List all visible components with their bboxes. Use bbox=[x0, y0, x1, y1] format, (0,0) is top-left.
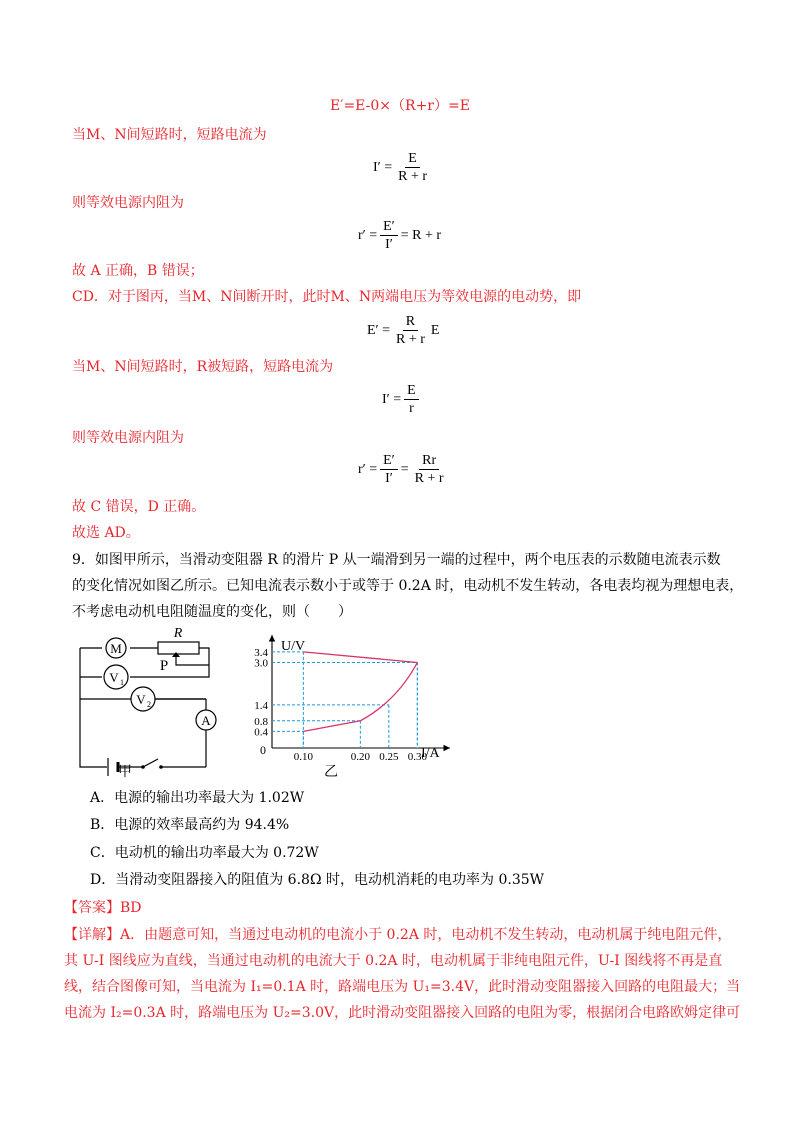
x-tick-label: 0.20 bbox=[350, 751, 370, 763]
u-i-graph bbox=[245, 630, 455, 775]
paragraph-6: 则等效电源内阻为 bbox=[72, 430, 184, 446]
circuit-diagram bbox=[72, 622, 242, 782]
svg-text:M: M bbox=[110, 641, 122, 656]
circuit-caption: 甲 bbox=[118, 764, 132, 780]
paragraph-1: 当M、N间短路时，短路电流为 bbox=[72, 127, 267, 143]
rheostat-icon bbox=[158, 626, 199, 674]
paragraph-7: 故 C 错误，D 正确。 bbox=[72, 499, 206, 515]
paragraph-2: 则等效电源内阻为 bbox=[72, 195, 184, 211]
motor-icon bbox=[106, 638, 126, 658]
eq1-num: E bbox=[405, 150, 420, 168]
eq3-fraction bbox=[393, 313, 428, 348]
option-b-text: 电源的效率最高约为 94.4% bbox=[114, 817, 290, 833]
y-axis-label: U/V bbox=[281, 639, 306, 654]
internal-resistance-label bbox=[121, 781, 127, 782]
eq2-den: I′ bbox=[385, 237, 393, 252]
eq2-fraction bbox=[380, 218, 398, 253]
option-b[interactable] bbox=[90, 816, 289, 834]
eq5-fraction-2 bbox=[412, 452, 447, 487]
svg-text:V: V bbox=[136, 692, 146, 707]
svg-text:A: A bbox=[201, 713, 211, 728]
eq1-fraction bbox=[395, 150, 430, 185]
eq4-den: r bbox=[409, 401, 414, 416]
option-a-text: 电源的输出功率最大为 1.02W bbox=[114, 790, 305, 806]
option-a-label: A． bbox=[90, 790, 115, 806]
detail-line-2: 其 U-I 图线应为直线，当通过电动机的电流大于 0.2A 时，电动机属于非纯电阻元件，U-I 图线将不再是直 bbox=[64, 953, 723, 969]
origin-label: 0 bbox=[260, 743, 266, 757]
ammeter-icon bbox=[196, 710, 216, 730]
eq5-num: E′ bbox=[380, 452, 398, 470]
eq2-rhs: = R + r bbox=[400, 227, 442, 243]
eq4-num: E bbox=[404, 382, 419, 400]
eq5-lhs: r′ = bbox=[358, 461, 378, 477]
series-line-1 bbox=[303, 652, 417, 663]
graph-caption: 乙 bbox=[324, 764, 338, 780]
paragraph-8: 故选 AD。 bbox=[72, 525, 140, 541]
eq1-lhs: I′ = bbox=[373, 159, 393, 175]
voltmeter-2-icon bbox=[131, 687, 155, 711]
paragraph-4: CD．对于图丙，当M、N间断开时，此时M、N两端电压为等效电源的电动势，即 bbox=[72, 289, 582, 305]
x-tick-label: 0.25 bbox=[379, 751, 399, 763]
eq5-num2: Rr bbox=[419, 452, 439, 470]
eq3-lhs: E′ = bbox=[367, 322, 391, 338]
eq4-fraction bbox=[404, 382, 419, 417]
y-tick-label: 1.4 bbox=[254, 699, 268, 712]
switch-icon bbox=[141, 759, 163, 769]
paragraph-5: 当M、N间短路时，R被短路，短路电流为 bbox=[72, 359, 334, 375]
x-tick-label: 0.10 bbox=[293, 751, 313, 763]
eq3-rhs: E bbox=[430, 322, 440, 338]
option-c-text: 电动机的输出功率最大为 0.72W bbox=[114, 845, 319, 861]
y-tick-label: 0.4 bbox=[254, 726, 268, 739]
eq3-num: R bbox=[403, 313, 418, 331]
detail-line-1: 【详解】A．由题意可知，当通过电动机的电流小于 0.2A 时，电动机不发生转动，电动机属于纯电阻元件， bbox=[64, 927, 732, 943]
svg-text:2: 2 bbox=[147, 700, 151, 709]
option-d-label: D． bbox=[90, 872, 116, 888]
y-tick-label: 3.0 bbox=[254, 657, 268, 670]
question-9-line-3: 不考虑电动机电阻随温度的变化，则（ ） bbox=[72, 604, 352, 620]
series-line-2 bbox=[303, 663, 417, 732]
slider-label: P bbox=[159, 658, 169, 674]
x-axis-label: I/A bbox=[421, 746, 440, 761]
question-9-line-2: 的变化情况如图乙所示。已知电流表示数小于或等于 0.2A 时，电动机不发生转动，各电表均视为理想电表， bbox=[72, 578, 744, 594]
y-tick-label: 0.8 bbox=[254, 715, 268, 728]
paragraph-3: 故 A 正确，B 错误； bbox=[72, 263, 204, 279]
option-c-label: C． bbox=[90, 845, 115, 861]
eq5-mid: = bbox=[400, 461, 409, 477]
option-c[interactable] bbox=[90, 844, 319, 862]
eq5-fraction-1 bbox=[380, 452, 398, 487]
option-b-label: B． bbox=[90, 817, 115, 833]
emf-label bbox=[104, 781, 114, 782]
equation-3 bbox=[367, 313, 439, 348]
answer-label: 【答案】BD bbox=[64, 900, 142, 916]
equation-2 bbox=[358, 218, 441, 253]
question-9-line-1: 9．如图甲所示，当滑动变阻器 R 的滑片 P 从一端滑到另一端的过程中，两个电压表的示数随电流表示数 bbox=[72, 552, 721, 568]
eq5-den: I′ bbox=[385, 471, 393, 486]
eq2-num: E′ bbox=[380, 218, 398, 236]
option-d-text: 当滑动变阻器接入的阻值为 6.8Ω 时，电动机消耗的电功率为 0.35W bbox=[115, 872, 545, 888]
x-tick-label: 0.30 bbox=[407, 751, 427, 763]
equation-5 bbox=[358, 452, 450, 487]
option-a[interactable] bbox=[90, 789, 304, 807]
svg-text:1: 1 bbox=[120, 678, 124, 687]
svg-text:V: V bbox=[109, 670, 119, 685]
eq3-den: R + r bbox=[396, 332, 425, 347]
top-formula: E′=E-0×（R+r）=E bbox=[330, 98, 470, 114]
detail-line-4: 电流为 I₂=0.3A 时，路端电压为 U₂=3.0V，此时滑动变阻器接入回路的电阻为零，根据闭合电路欧姆定律可 bbox=[64, 1005, 741, 1021]
option-d[interactable] bbox=[90, 871, 544, 889]
eq1-den: R + r bbox=[398, 169, 428, 184]
voltmeter-1-icon bbox=[104, 665, 128, 689]
y-tick-label: 3.4 bbox=[254, 646, 268, 659]
eq4-lhs: I′ = bbox=[382, 391, 402, 407]
eq5-den2: R + r bbox=[414, 471, 444, 486]
equation-1 bbox=[373, 150, 433, 185]
rheostat-label: R bbox=[173, 626, 183, 641]
detail-line-3: 线，结合图像可知，当电流为 I₁=0.1A 时，路端电压为 U₁=3.4V，此时滑动变阻器接入回路的电阻最大；当 bbox=[64, 979, 741, 995]
equation-4 bbox=[382, 382, 422, 417]
eq2-lhs: r′ = bbox=[358, 227, 378, 243]
